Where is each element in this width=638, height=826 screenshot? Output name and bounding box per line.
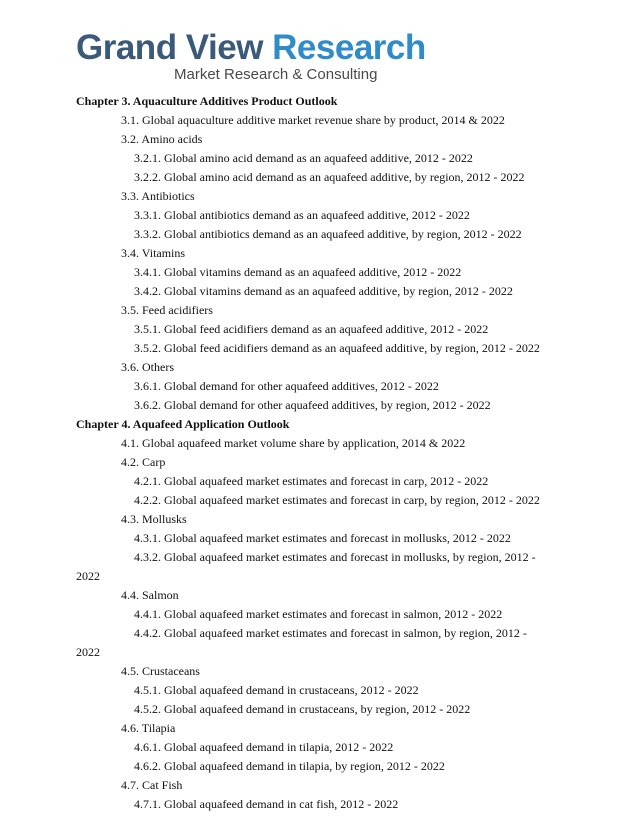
toc-section: 4.1. Global aquafeed market volume share by application, 2014 & 2022 xyxy=(121,436,466,450)
logo-title-part2: Research xyxy=(272,28,426,67)
toc-subsection: 4.6.2. Global aquafeed demand in tilapia, by region, 2012 - 2022 xyxy=(134,759,445,773)
toc-subsection: 3.5.2. Global feed acidifiers demand as an aquafeed additive, by region, 2012 - 2022 xyxy=(134,341,540,355)
toc-section: 3.4. Vitamins xyxy=(121,246,186,260)
toc-section: 3.3. Antibiotics xyxy=(121,189,195,203)
toc-section: 3.5. Feed acidifiers xyxy=(121,303,213,317)
table-of-contents xyxy=(76,92,576,814)
toc-subsection: 3.5.1. Global feed acidifiers demand as an aquafeed additive, 2012 - 2022 xyxy=(134,322,489,336)
toc-wrap-line: 2022 xyxy=(76,569,100,583)
toc-subsection: 4.2.2. Global aquafeed market estimates and forecast in carp, by region, 2012 - 2022 xyxy=(134,493,540,507)
toc-subsection: 4.3.2. Global aquafeed market estimates and forecast in mollusks, by region, 2012 - xyxy=(134,550,536,564)
toc-subsection: 3.4.2. Global vitamins demand as an aquafeed additive, by region, 2012 - 2022 xyxy=(134,284,513,298)
toc-section: 4.2. Carp xyxy=(121,455,166,469)
toc-section: 4.3. Mollusks xyxy=(121,512,187,526)
toc-subsection: 3.6.2. Global demand for other aquafeed additives, by region, 2012 - 2022 xyxy=(134,398,491,412)
toc-subsection: 4.5.1. Global aquafeed demand in crustaceans, 2012 - 2022 xyxy=(134,683,419,697)
toc-section: 4.6. Tilapia xyxy=(121,721,176,735)
toc-section: 3.1. Global aquaculture additive market revenue share by product, 2014 & 2022 xyxy=(121,113,505,127)
chapter-heading: Chapter 3. Aquaculture Additives Product Outlook xyxy=(76,94,338,108)
toc-subsection: 4.7.1. Global aquafeed demand in cat fish, 2012 - 2022 xyxy=(134,797,399,811)
logo-title-part1: Grand View xyxy=(76,28,263,67)
toc-subsection: 4.3.1. Global aquafeed market estimates and forecast in mollusks, 2012 - 2022 xyxy=(134,531,511,545)
toc-subsection: 4.6.1. Global aquafeed demand in tilapia, 2012 - 2022 xyxy=(134,740,394,754)
toc-section: 3.2. Amino acids xyxy=(121,132,203,146)
toc-subsection: 3.4.1. Global vitamins demand as an aquafeed additive, 2012 - 2022 xyxy=(134,265,462,279)
toc-section: 4.4. Salmon xyxy=(121,588,179,602)
toc-subsection: 3.6.1. Global demand for other aquafeed additives, 2012 - 2022 xyxy=(134,379,439,393)
chapter-heading: Chapter 4. Aquafeed Application Outlook xyxy=(76,417,290,431)
logo-subtitle: Market Research & Consulting xyxy=(174,66,378,83)
toc-subsection: 3.2.1. Global amino acid demand as an aquafeed additive, 2012 - 2022 xyxy=(134,151,473,165)
toc-section: 3.6. Others xyxy=(121,360,174,374)
toc-subsection: 4.4.1. Global aquafeed market estimates and forecast in salmon, 2012 - 2022 xyxy=(134,607,503,621)
toc-section: 4.7. Cat Fish xyxy=(121,778,183,792)
toc-subsection: 3.3.1. Global antibiotics demand as an aquafeed additive, 2012 - 2022 xyxy=(134,208,470,222)
toc-wrap-line: 2022 xyxy=(76,645,100,659)
toc-section: 4.5. Crustaceans xyxy=(121,664,200,678)
logo-title xyxy=(76,30,426,65)
brand-logo xyxy=(76,30,426,83)
toc-subsection: 4.5.2. Global aquafeed demand in crustaceans, by region, 2012 - 2022 xyxy=(134,702,471,716)
toc-subsection: 4.4.2. Global aquafeed market estimates and forecast in salmon, by region, 2012 - xyxy=(134,626,527,640)
toc-subsection: 3.3.2. Global antibiotics demand as an aquafeed additive, by region, 2012 - 2022 xyxy=(134,227,522,241)
toc-subsection: 4.2.1. Global aquafeed market estimates and forecast in carp, 2012 - 2022 xyxy=(134,474,489,488)
toc-subsection: 3.2.2. Global amino acid demand as an aquafeed additive, by region, 2012 - 2022 xyxy=(134,170,525,184)
